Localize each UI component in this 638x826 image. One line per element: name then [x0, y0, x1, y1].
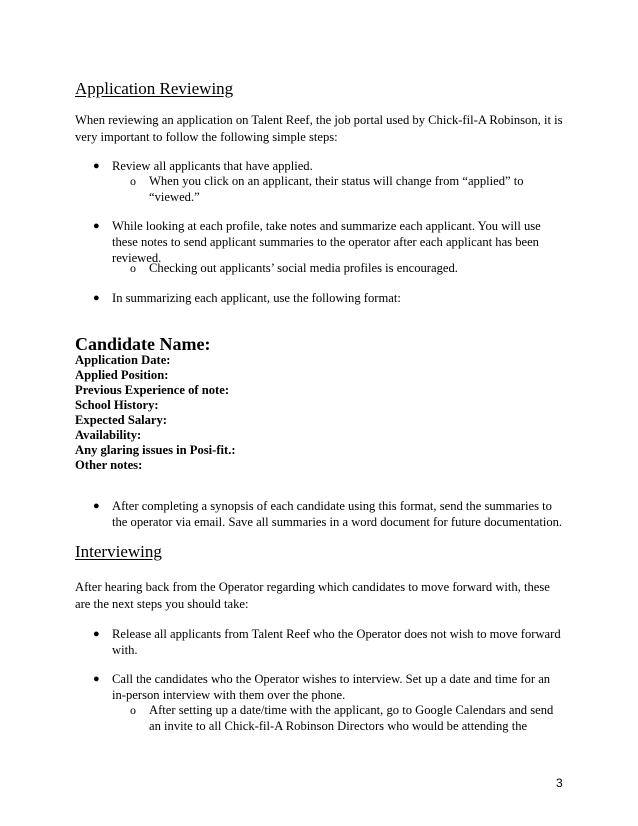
reviewing-bullet-2-line-1: While looking at each profile, take notes and summarize each applicant. You will use: [112, 219, 541, 233]
section-title-application-reviewing: Application Reviewing: [75, 79, 234, 98]
bullet-icon: ●: [93, 292, 100, 304]
reviewing-bullet-1-sub-line-1: When you click on an applicant, their status will change from “applied” to: [149, 174, 524, 188]
candidate-name-heading: Candidate Name:: [75, 334, 211, 354]
interviewing-intro-line-1: After hearing back from the Operator regarding which candidates to move forward with, these: [75, 580, 550, 594]
after-bullet-line-2: the operator via email. Save all summaries in a word document for future documentation.: [112, 515, 563, 529]
reviewing-bullet-2-sub-line-1: Checking out applicants’ social media profiles is encouraged.: [149, 261, 458, 275]
reviewing-intro-line-2: very important to follow the following simple steps:: [75, 130, 338, 144]
page-number: 3: [556, 776, 563, 790]
reviewing-bullet-1: Review all applicants that have applied.: [112, 159, 313, 173]
interviewing-bullet-1-line-1: Release all applicants from Talent Reef who the Operator does not wish to move forward: [112, 627, 561, 641]
bullet-icon: ●: [93, 673, 100, 685]
reviewing-bullet-2-line-3: reviewed.: [112, 251, 162, 265]
bullet-icon: ●: [93, 628, 100, 640]
after-bullet-line-1: After completing a synopsis of each candidate using this format, send the summaries to: [112, 499, 552, 513]
field-posi-fit-issues: Any glaring issues in Posi-fit.:: [75, 443, 236, 457]
field-applied-position: Applied Position:: [75, 368, 169, 382]
interviewing-bullet-2-sub-line-2: an invite to all Chick-fil-A Robinson Directors who would be attending the: [149, 719, 528, 733]
reviewing-bullet-1-sub-line-2: “viewed.”: [149, 190, 200, 204]
field-expected-salary: Expected Salary:: [75, 413, 167, 427]
reviewing-bullet-2-line-2: these notes to send applicant summaries to the operator after each applicant has been: [112, 235, 539, 249]
field-application-date: Application Date:: [75, 353, 171, 367]
reviewing-bullet-3: In summarizing each applicant, use the following format:: [112, 291, 401, 305]
bullet-icon: ●: [93, 220, 100, 232]
field-availability: Availability:: [75, 428, 142, 442]
sub-bullet-icon: o: [130, 174, 136, 188]
field-school-history: School History:: [75, 398, 159, 412]
section-title-interviewing: Interviewing: [75, 542, 162, 561]
interviewing-bullet-2-line-1: Call the candidates who the Operator wishes to interview. Set up a date and time for an: [112, 672, 551, 686]
bullet-icon: ●: [93, 500, 100, 512]
interviewing-bullet-1-line-2: with.: [112, 643, 138, 657]
interviewing-bullet-2-line-2: in-person interview with them over the phone.: [112, 688, 346, 702]
sub-bullet-icon: o: [130, 703, 136, 717]
field-other-notes: Other notes:: [75, 458, 143, 472]
reviewing-intro-line-1: When reviewing an application on Talent Reef, the job portal used by Chick-fil-A Robinson, it is: [75, 113, 563, 127]
field-previous-experience: Previous Experience of note:: [75, 383, 230, 397]
interviewing-bullet-2-sub-line-1: After setting up a date/time with the applicant, go to Google Calendars and send: [149, 703, 554, 717]
interviewing-intro-line-2: are the next steps you should take:: [75, 597, 249, 611]
sub-bullet-icon: o: [130, 261, 136, 275]
bullet-icon: ●: [93, 160, 100, 172]
